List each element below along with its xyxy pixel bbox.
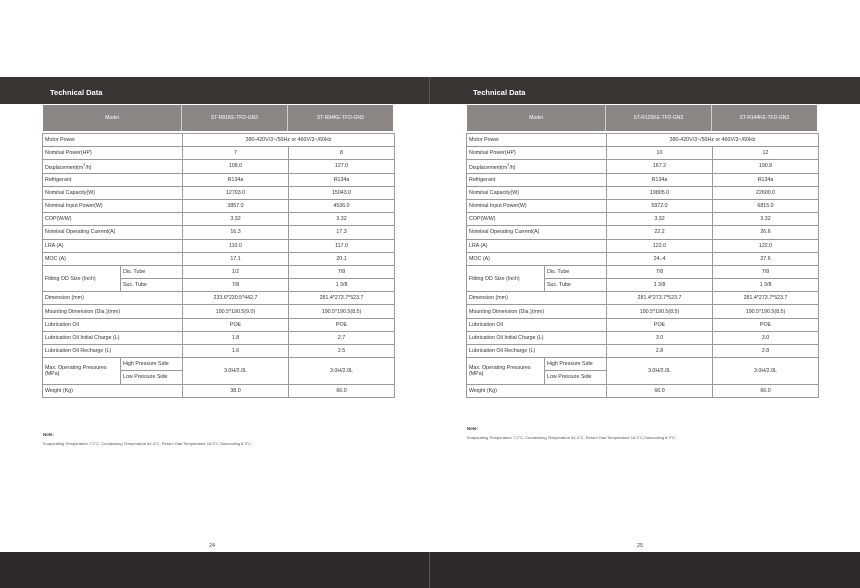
spec-table	[42, 133, 395, 398]
table-row	[467, 265, 819, 278]
section-title: Technical Data	[473, 88, 526, 97]
table-row	[43, 147, 395, 160]
cell-value: 5972.0	[607, 199, 713, 212]
page-number: 25	[637, 543, 644, 549]
row-label: Refrigerant	[43, 173, 183, 186]
row-label: Nominal Capacity(W)	[467, 186, 607, 199]
cell-value: 3.0	[607, 331, 713, 344]
cell-value: 12	[713, 147, 819, 160]
page-divider	[429, 77, 430, 104]
row-label: Motor Power	[467, 134, 607, 147]
page-divider	[429, 552, 430, 588]
table-row	[43, 226, 395, 239]
table-row	[43, 252, 395, 265]
cell-value: 2.8	[607, 345, 713, 358]
cell-value: R134a	[289, 173, 395, 186]
table-row	[43, 318, 395, 331]
cell-value: 281.4*273.7*523.7	[713, 292, 819, 305]
cell-value: 17.1	[183, 252, 289, 265]
row-label: Nominal Power(HP)	[467, 147, 607, 160]
table-row	[467, 173, 819, 186]
cell-value: 3.32	[183, 213, 289, 226]
model-name: ST-R125KE-TFD-GN3	[606, 105, 711, 131]
cell-value: 7/8	[289, 265, 395, 278]
cell-value: 7	[183, 147, 289, 160]
table-row	[467, 226, 819, 239]
row-label: COP(W/W)	[43, 213, 183, 226]
cell-value: 7/8	[713, 265, 819, 278]
row-label: Lubrication Oil Initial Charge (L)	[467, 331, 607, 344]
row-label: Fitting OD Size (Inch)	[43, 265, 121, 291]
cell-value: 1 3/8	[607, 279, 713, 292]
table-row	[43, 305, 395, 318]
cell-value: 167.2	[607, 160, 713, 173]
table-row	[467, 292, 819, 305]
table-row	[467, 345, 819, 358]
header-band	[0, 77, 860, 104]
row-label: $Displacement(m^3/h)$	[43, 160, 183, 173]
sub-label: Dis. Tube	[545, 265, 607, 278]
cell-value: 17.3	[289, 226, 395, 239]
cell-value: POE	[183, 318, 289, 331]
cell-value: 281.4*273.7*523.7	[289, 292, 395, 305]
table-row	[467, 213, 819, 226]
table-header	[42, 104, 394, 132]
cell-value: 10	[607, 147, 713, 160]
cell-value: 20.1	[289, 252, 395, 265]
cell-value: 2.7	[289, 331, 395, 344]
model-header-label: Model	[43, 105, 182, 131]
table-row	[467, 305, 819, 318]
row-label: Max. Operating Pressures (MPa)	[43, 358, 121, 384]
row-label: COP(W/W)	[467, 213, 607, 226]
table-row	[467, 239, 819, 252]
cell-value: 1/2	[183, 265, 289, 278]
table-row	[467, 358, 819, 371]
cell-value: 3.0H/2.0L	[183, 358, 289, 384]
table-row	[43, 384, 395, 397]
cell-value: 190.5*190.5(8.5)	[713, 305, 819, 318]
cell-value: 3.32	[289, 213, 395, 226]
cell-value: 7/8	[607, 265, 713, 278]
row-label: Max. Operating Pressures (MPa)	[467, 358, 545, 384]
cell-value: 380-420V/3~/50Hz or 460V/3~/60Hz	[607, 134, 819, 147]
row-label: Lubrication Oil Recharge (L)	[467, 345, 607, 358]
cell-value: 3.0H/2.0L	[607, 358, 713, 384]
table-row	[467, 318, 819, 331]
cell-value: 6815.0	[713, 199, 819, 212]
cell-value: 190.5*190.5(9.0)	[183, 305, 289, 318]
cell-value: 2.8	[713, 345, 819, 358]
table-row	[43, 199, 395, 212]
cell-value: 3857.0	[183, 199, 289, 212]
cell-value: 380-420V/3~/50Hz or 460V/3~/60Hz	[183, 134, 395, 147]
row-label: Lubrication Oil	[43, 318, 183, 331]
cell-value: 233.6*230.5*442.7	[183, 292, 289, 305]
note-title: Note:	[467, 426, 478, 431]
sub-label: High Pressure Side	[121, 358, 183, 371]
row-label: Mounting Dimension (Dia.)(mm)	[467, 305, 607, 318]
cell-value: 110.0	[183, 239, 289, 252]
table-row	[467, 331, 819, 344]
row-label: Dimension (mm)	[467, 292, 607, 305]
sub-label: Low Pressure Side	[545, 371, 607, 384]
note-title: Note:	[43, 432, 54, 437]
table-row	[43, 239, 395, 252]
cell-value: 12793.0	[183, 186, 289, 199]
cell-value: 8	[289, 147, 395, 160]
cell-value: POE	[607, 318, 713, 331]
cell-value: 7/8	[183, 279, 289, 292]
table-row	[467, 384, 819, 397]
row-label: Nominal Capacity(W)	[43, 186, 183, 199]
page-number: 24	[209, 543, 216, 549]
footer-band	[0, 552, 860, 588]
row-label: $Displacement(m^3/h)$	[467, 160, 607, 173]
cell-value: R134a	[713, 173, 819, 186]
row-label: MOC (A)	[43, 252, 183, 265]
cell-value: 4536.0	[289, 199, 395, 212]
row-label: Lubrication Oil Recharge (L)	[43, 345, 183, 358]
note-text: Evaporating Temperature 7.2°C, Condensing Temperature 54.4°C, Return Gas Temperature 18.3°C,Subcooling 8.3°C	[43, 441, 252, 446]
spec-table	[466, 133, 819, 398]
model-name: ST-R144KE-TFD-GN3	[739, 115, 790, 121]
row-label: Mounting Dimension (Dia.)(mm)	[43, 305, 183, 318]
model-header-label: Model	[467, 105, 606, 131]
cell-value: 1 3/8	[713, 279, 819, 292]
row-label: Nominal Operating Current(A)	[43, 226, 183, 239]
table-row	[43, 134, 395, 147]
model-name: ST-R81KE-TFD-GN3	[182, 105, 287, 131]
row-label: LRA (A)	[467, 239, 607, 252]
cell-value: 1.6	[183, 345, 289, 358]
cell-value: 122.0	[713, 239, 819, 252]
cell-value: 3.32	[607, 213, 713, 226]
table-row	[43, 186, 395, 199]
cell-value: 24..4	[607, 252, 713, 265]
cell-value: 16.3	[183, 226, 289, 239]
row-label: Fitting OD Size (Inch)	[467, 265, 545, 291]
cell-value: 190.8	[713, 160, 819, 173]
cell-value: 15043.0	[289, 186, 395, 199]
cell-value: 27.6	[713, 252, 819, 265]
cell-value: 66.0	[713, 384, 819, 397]
table-row	[467, 252, 819, 265]
cell-value: 1 3/8	[289, 279, 395, 292]
row-label: Lubrication Oil	[467, 318, 607, 331]
row-label: Nominal Input Power(W)	[43, 199, 183, 212]
cell-value: 22.2	[607, 226, 713, 239]
cell-value: 66.0	[289, 384, 395, 397]
cell-value: 127.0	[289, 160, 395, 173]
table-row	[467, 186, 819, 199]
table-row	[43, 292, 395, 305]
table-row	[467, 134, 819, 147]
cell-value: 66.0	[607, 384, 713, 397]
table-header	[466, 104, 818, 132]
row-label: Nominal Operating Current(A)	[467, 226, 607, 239]
row-label: Dimension (mm)	[43, 292, 183, 305]
cell-value: R134a	[183, 173, 289, 186]
cell-value: POE	[289, 318, 395, 331]
cell-value: 3.0H/2.0L	[289, 358, 395, 384]
cell-value: 2.5	[289, 345, 395, 358]
table-row	[467, 147, 819, 160]
section-title: Technical Data	[50, 88, 103, 97]
row-label: Weight (Kg)	[467, 384, 607, 397]
sub-label: Low Pressure Side	[121, 371, 183, 384]
cell-value: 26.6	[713, 226, 819, 239]
row-label: Nominal Input Power(W)	[467, 199, 607, 212]
cell-value: 19805.0	[607, 186, 713, 199]
cell-value: 122.0	[607, 239, 713, 252]
table-row	[43, 173, 395, 186]
row-label: MOC (A)	[467, 252, 607, 265]
cell-value: 117.0	[289, 239, 395, 252]
table-row	[43, 265, 395, 278]
row-label: Refrigerant	[467, 173, 607, 186]
table-row	[43, 160, 395, 173]
table-row	[43, 331, 395, 344]
cell-value: 22600.0	[713, 186, 819, 199]
sub-label: Suc. Tube	[545, 279, 607, 292]
cell-value: 3.32	[713, 213, 819, 226]
table-row	[467, 199, 819, 212]
row-label: LRA (A)	[43, 239, 183, 252]
cell-value: 3.0H/2.0L	[713, 358, 819, 384]
sub-label: High Pressure Side	[545, 358, 607, 371]
cell-value: 190.5*190.5(8.5)	[289, 305, 395, 318]
cell-value: 1.8	[183, 331, 289, 344]
cell-value: 3.0	[713, 331, 819, 344]
cell-value: 38.0	[183, 384, 289, 397]
row-label: Nominal Power(HP)	[43, 147, 183, 160]
sub-label: Dis. Tube	[121, 265, 183, 278]
sub-label: Suc. Tube	[121, 279, 183, 292]
row-label: Lubrication Oil Initial Charge (L)	[43, 331, 183, 344]
cell-value: 281.4*273.7*523.7	[607, 292, 713, 305]
cell-value: POE	[713, 318, 819, 331]
model-name: ST-R94KE-TFD-GN3	[316, 115, 364, 121]
cell-value: 190.5*190.5(8.5)	[607, 305, 713, 318]
note-text: Evaporating Temperature 7.2°C, Condensing Temperature 54.4°C, Return Gas Temperature 18.3°C,Subcooling 8.3°C	[467, 435, 676, 440]
table-row	[43, 358, 395, 371]
cell-value: 108.0	[183, 160, 289, 173]
row-label: Weight (Kg)	[43, 384, 183, 397]
cell-value: R134a	[607, 173, 713, 186]
table-row	[43, 213, 395, 226]
table-row	[467, 160, 819, 173]
table-row	[43, 345, 395, 358]
row-label: Motor Power	[43, 134, 183, 147]
